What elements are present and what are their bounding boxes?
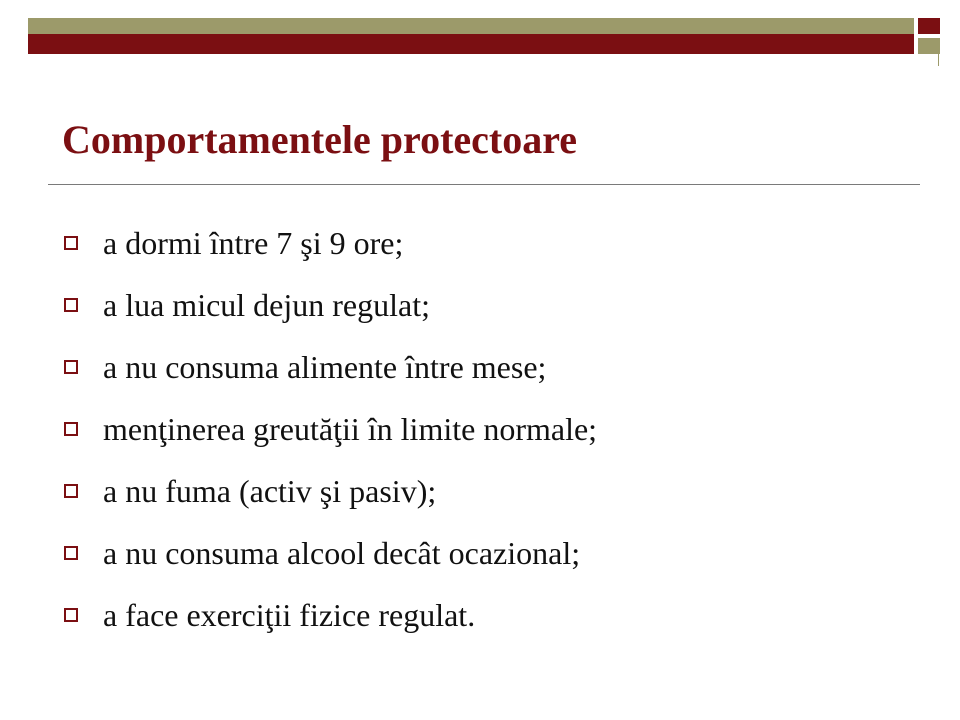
hollow-square-icon xyxy=(64,360,78,374)
list-item-text: a nu fuma (activ şi pasiv); xyxy=(103,473,437,509)
hollow-square-icon xyxy=(64,298,78,312)
list-item-text: a dormi între 7 şi 9 ore; xyxy=(103,225,404,261)
corner-olive-square xyxy=(918,38,940,54)
corner-thin-line xyxy=(938,54,939,66)
hollow-square-icon xyxy=(64,422,78,436)
list-item-text: a nu consuma alimente între mese; xyxy=(103,349,547,385)
hollow-square-icon xyxy=(64,546,78,560)
list-item-text: menţinerea greutăţii în limite normale; xyxy=(103,411,598,447)
hollow-square-icon xyxy=(64,236,78,250)
hollow-square-icon xyxy=(64,484,78,498)
corner-maroon-square xyxy=(918,18,940,34)
list-item xyxy=(64,212,597,274)
list-item xyxy=(64,522,597,584)
hollow-square-icon xyxy=(64,608,78,622)
title-underline xyxy=(48,184,920,185)
list-item xyxy=(64,398,597,460)
top-maroon-bar xyxy=(28,34,914,54)
list-item xyxy=(64,460,597,522)
list-item xyxy=(64,336,597,398)
slide-title: Comportamentele protectoare xyxy=(62,117,577,162)
list-item-text: a face exerciţii fizice regulat. xyxy=(103,597,476,633)
bullet-list xyxy=(64,212,597,646)
list-item xyxy=(64,274,597,336)
list-item-text: a nu consuma alcool decât ocazional; xyxy=(103,535,581,571)
top-olive-bar xyxy=(28,18,914,34)
list-item-text: a lua micul dejun regulat; xyxy=(103,287,430,323)
list-item xyxy=(64,584,597,646)
